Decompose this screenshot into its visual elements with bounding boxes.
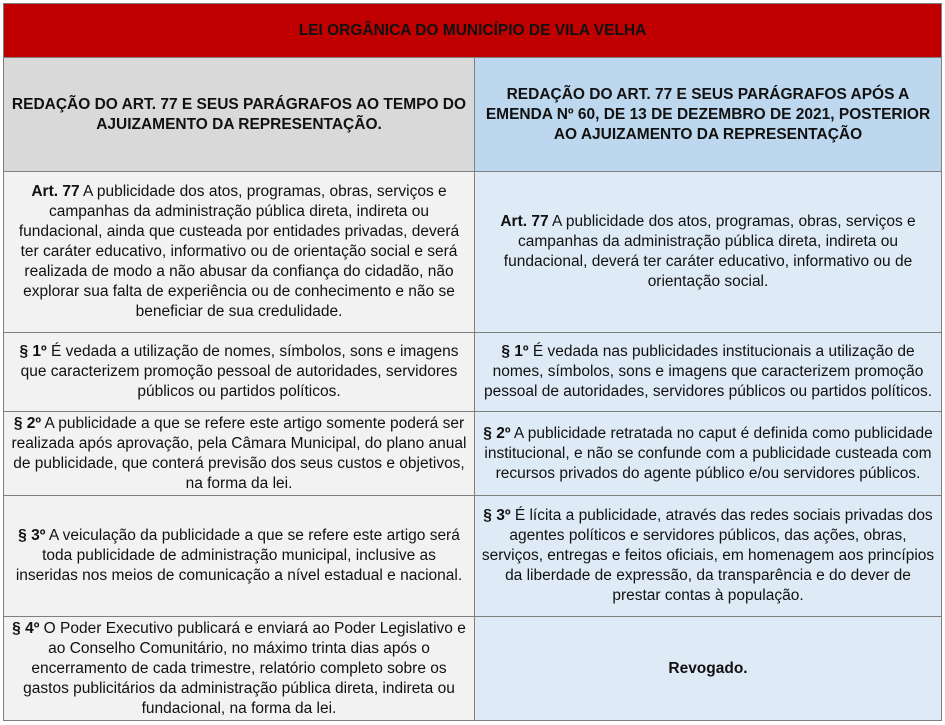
revoked-label: Revogado.: [668, 659, 748, 677]
paragraph-text: O Poder Executivo publicará e enviará ao Poder Legislativo e ao Conselho Comunitário, no máximo trinta dias após o encerramento de cada trimestre, relatório completo sobre os gastos publicitários da administração pública direta, indireta ou fundacional, na forma da lei.: [23, 619, 466, 717]
table-row: [4, 172, 942, 333]
paragraph-label: § 1º: [19, 343, 47, 360]
cell-amended-paragraph-4: [475, 617, 942, 721]
cell-amended-art77: [475, 172, 942, 333]
cell-amended-paragraph-2: [475, 412, 942, 496]
paragraph-label: § 4º: [12, 619, 40, 637]
article-text: A publicidade dos atos, programas, obras, serviços e campanhas da administração pública direta, indireta ou fundacional, ainda que custeada por entidades privadas, deverá ter caráter educativo, informativo ou de orientação social e será realizada de modo a não abusar da confiança do cidadão, não explorar sua falta de experiência ou de conhecimento e não se beneficiar de sua credulidade.: [18, 183, 460, 320]
cell-original-art77: [4, 172, 475, 333]
cell-original-paragraph-2: [4, 412, 475, 496]
paragraph-text: A publicidade retratada no caput é definida como publicidade institucional, e não se confunde com a publicidade custeada com recursos privados do agente público e/ou servidores públicos.: [484, 424, 933, 482]
table-row: [4, 617, 942, 721]
article-label: Art. 77: [500, 213, 549, 230]
paragraph-text: É vedada a utilização de nomes, símbolos, sons e imagens que caracterizem promoção pessoal de autoridades, servidores públicos ou partidos políticos.: [20, 343, 459, 400]
table-row: [4, 496, 942, 617]
cell-amended-paragraph-3: [475, 496, 942, 617]
header-amended-wording: REDAÇÃO DO ART. 77 E SEUS PARÁGRAFOS APÓS A EMENDA Nº 60, DE 13 DE DEZEMBRO DE 2021, POSTERIOR AO AJUIZAMENTO DA REPRESENTAÇÃO: [475, 58, 942, 172]
comparison-table: [3, 3, 942, 721]
article-label: Art. 77: [31, 183, 80, 200]
cell-original-paragraph-4: [4, 617, 475, 721]
cell-amended-paragraph-1: [475, 333, 942, 412]
header-original-wording: REDAÇÃO DO ART. 77 E SEUS PARÁGRAFOS AO TEMPO DO AJUIZAMENTO DA REPRESENTAÇÃO.: [4, 58, 475, 172]
paragraph-label: § 3º: [18, 527, 46, 544]
article-text: A publicidade dos atos, programas, obras, serviços e campanhas da administração pública direta, indireta ou fundacional, deverá ter caráter educativo, informativo ou de orientação social.: [503, 213, 916, 290]
cell-original-paragraph-1: [4, 333, 475, 412]
paragraph-text: A publicidade a que se refere este artigo somente poderá ser realizada após aprovação, pela Câmara Municipal, do plano anual de publicidade, que conterá previsão dos seus custos e objetivos, na forma da lei.: [11, 414, 467, 492]
table-title: LEI ORGÂNICA DO MUNICÍPIO DE VILA VELHA: [4, 4, 942, 58]
paragraph-text: A veiculação da publicidade a que se refere este artigo será toda publicidade de administração municipal, inclusive as inseridas nos meios de comunicação a nível estadual e nacional.: [15, 527, 463, 584]
paragraph-label: § 2º: [13, 414, 42, 432]
paragraph-text: É vedada nas publicidades institucionais a utilização de nomes, símbolos, sons e imagens que caracterizem promoção pessoal de autoridades, servidores públicos ou partidos políticos.: [483, 343, 933, 400]
paragraph-text: É lícita a publicidade, através das redes sociais privadas dos agentes políticos e servidores públicos, das ações, obras, serviços, entregas e feitos oficiais, em homenagem aos princípios da liberdade de expressão, da transparência e do dever de prestar contas à população.: [481, 507, 935, 604]
cell-original-paragraph-3: [4, 496, 475, 617]
table-row: [4, 412, 942, 496]
paragraph-label: § 3º: [483, 507, 511, 524]
table-row: [4, 333, 942, 412]
paragraph-label: § 2º: [483, 424, 511, 442]
paragraph-label: § 1º: [501, 343, 529, 360]
